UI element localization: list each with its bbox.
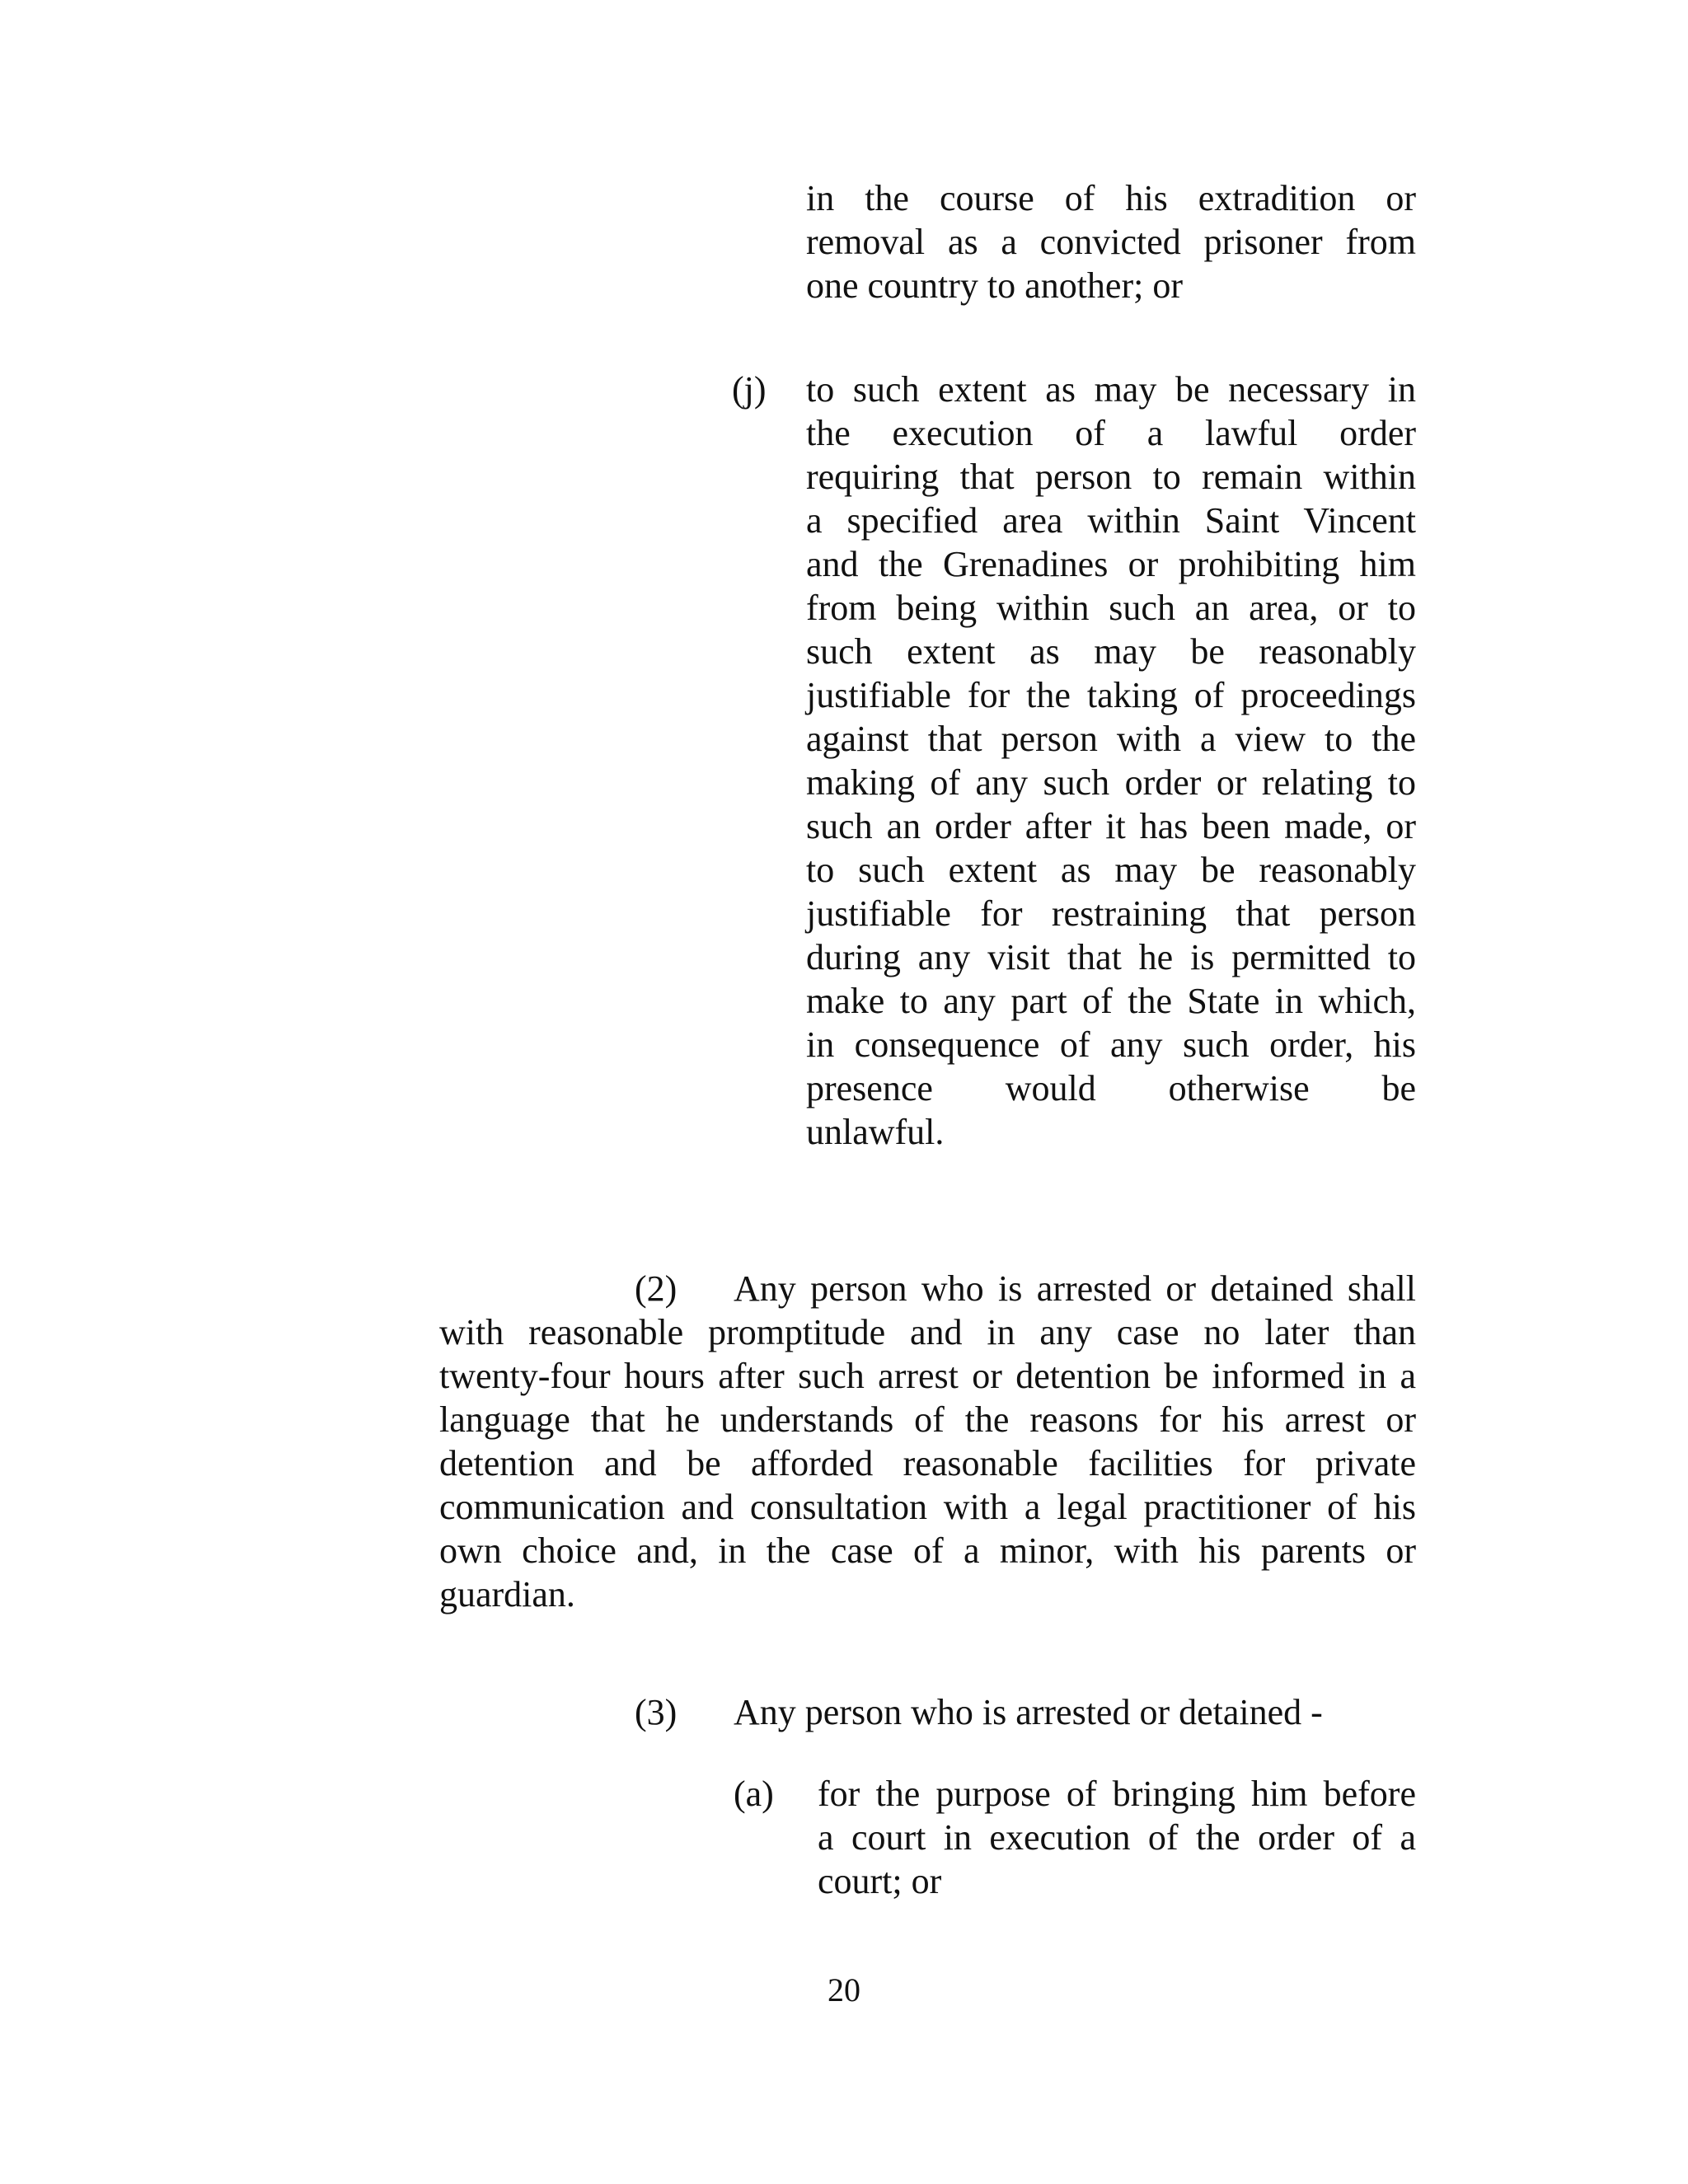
item-j-line: during any visit that he is permitted to	[806, 937, 1416, 977]
continuation-line: in the course of his extradition or	[806, 178, 1416, 218]
item-j-line: from being within such an area, or to	[806, 588, 1416, 628]
subsection-2-number: (2)	[635, 1268, 678, 1309]
subsection-2-line: own choice and, in the case of a minor, with his parents or	[439, 1530, 1416, 1571]
continuation-line: removal as a convicted prisoner from	[806, 222, 1416, 262]
item-a-marker: (a)	[734, 1774, 774, 1814]
item-j-line: presence would otherwise be	[806, 1068, 1416, 1108]
subsection-3-number: (3)	[635, 1692, 678, 1732]
subsection-3-heading: Any person who is arrested or detained -	[734, 1692, 1323, 1732]
item-j-line: to such extent as may be reasonably	[806, 850, 1416, 890]
item-j-line: in consequence of any such order, his	[806, 1024, 1416, 1065]
item-j-line: making of any such order or relating to	[806, 762, 1416, 803]
item-a-line: for the purpose of bringing him before	[818, 1774, 1416, 1814]
page-number: 20	[828, 1971, 860, 2008]
subsection-2-line: detention and be afforded reasonable facilities for private	[439, 1443, 1416, 1483]
item-j-line: requiring that person to remain within	[806, 457, 1416, 497]
item-j-line: the execution of a lawful order	[806, 413, 1416, 453]
subsection-2-line: language that he understands of the reasons for his arrest or	[439, 1399, 1416, 1440]
item-j-line: such an order after it has been made, or	[806, 806, 1416, 846]
subsection-2-line: communication and consultation with a legal practitioner of his	[439, 1487, 1416, 1527]
item-j-line: against that person with a view to the	[806, 719, 1416, 759]
item-j-line: such extent as may be reasonably	[806, 631, 1416, 672]
subsection-2-line: twenty-four hours after such arrest or detention be informed in a	[439, 1356, 1416, 1396]
item-j-marker: (j)	[732, 369, 767, 410]
continuation-line: one country to another; or	[806, 265, 1183, 306]
subsection-2-line: with reasonable promptitude and in any case no later than	[439, 1312, 1416, 1352]
item-j-line: justifiable for the taking of proceedings	[806, 675, 1416, 715]
item-j-line: justifiable for restraining that person	[806, 893, 1416, 934]
item-j-line: and the Grenadines or prohibiting him	[806, 544, 1416, 584]
subsection-2-first-line: Any person who is arrested or detained shall	[734, 1268, 1416, 1309]
subsection-2-line: guardian.	[439, 1574, 575, 1615]
item-j-line: make to any part of the State in which,	[806, 981, 1416, 1021]
item-j-line: unlawful.	[806, 1112, 945, 1152]
item-j-line: a specified area within Saint Vincent	[806, 500, 1416, 541]
item-a-line: a court in execution of the order of a	[818, 1817, 1416, 1858]
item-j-line: to such extent as may be necessary in	[806, 369, 1416, 410]
item-a-line: court; or	[818, 1861, 942, 1901]
